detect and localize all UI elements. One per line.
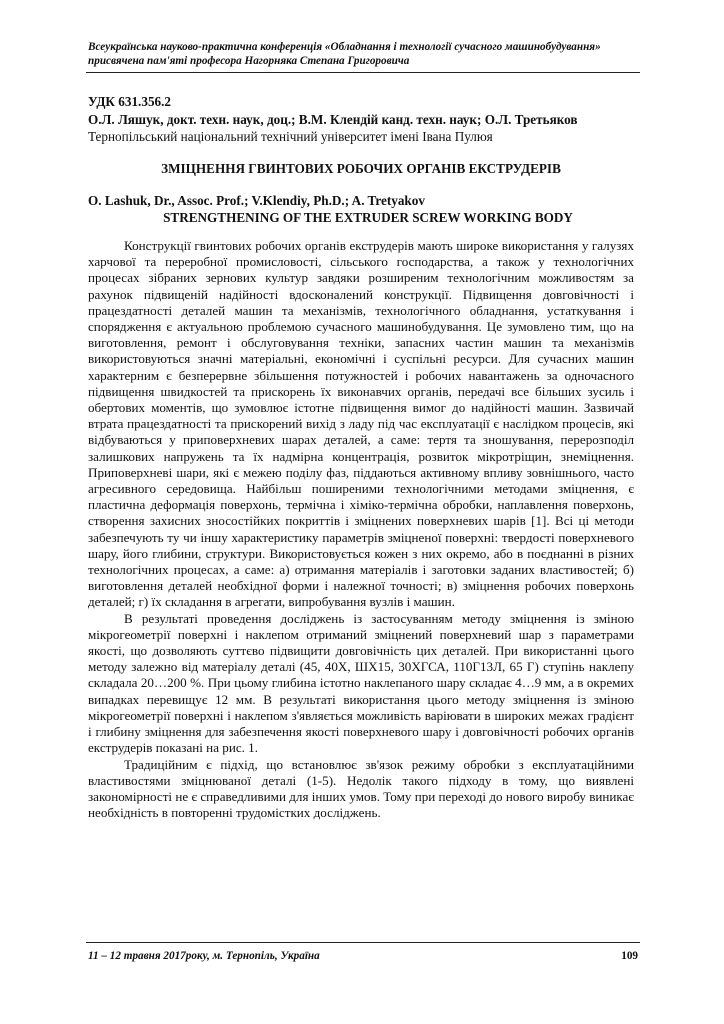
paragraph-2: В результаті проведення досліджень із застосуванням методу зміцнення із зміною мікрогеометрії поверхні і наклепом отриманий зміцнений поверхневий шар з параметрами якості, що дозволяють суттєво підвищити довговічність цих деталей. При використанні цього методу залежно від матеріалу деталі (45, 40Х, ШХ15, 30ХГСА, 110Г13Л, 65 Г) ступінь наклепу складала 20…200 %. При цьому глибина істотно наклепаного шару складає 4…9 мм, а в окремих випадках перевищує 12 мм. В результаті використання цього методу зміцнення із зміною мікрогеометрії поверхні і наклепом з'являється можливість варіювати в широких межах градієнт і глибину зміцнення для забезпечення якості поверхневого шару і довговічності робочих органів екструдерів показані на рис. 1. (88, 610, 634, 756)
header-line-2: присвячена пам'яті професора Нагорняка Степана Григоровича (88, 55, 410, 67)
affiliation: Тернопільський національний технічний університет імені Івана Пулюя (88, 129, 493, 144)
authors-english: O. Lashuk, Dr., Assoc. Prof.; V.Klendiy, Ph.D.; A. Tretyakov (88, 193, 425, 208)
page-number: 109 (621, 950, 638, 962)
header-divider (86, 72, 640, 73)
udc-code: УДК 631.356.2 (88, 94, 172, 109)
running-header (88, 40, 648, 68)
footer-conference-date: 11 – 12 травня 2017року, м. Тернопіль, Україна (88, 950, 320, 962)
article-body (88, 238, 634, 821)
title-ukrainian: ЗМІЦНЕННЯ ГВИНТОВИХ РОБОЧИХ ОРГАНІВ ЕКСТРУДЕРІВ (161, 161, 561, 176)
header-line-1: Всеукраїнська науково-практична конференція «Обладнання і технології сучасного машинобудування» (88, 41, 601, 53)
paragraph-1: Конструкції гвинтових робочих органів екструдерів мають широке використання у галузях харчової та переробної промисловості, сільського господарства, а також у технологічних процесах зібраних зернових культур завдяки розширеним технологічним можливостям за рахунок підвищеній надійності вдосконалений конструкції. Підвищення довговічності і працездатності деталей машин та механізмів, технологічного обладнання, устаткування і спорядження є актуальною проблемою сучасного машинобудування. Це зумовлено тим, що на виготовлення, ремонт і обслуговування техніки, запасних частин машин та механізмів використовуються значні матеріальні, економічні і суспільні ресурси. Для сучасних машин характерним є безперервне збільшення потужностей і робочих навантажень за одночасного підвищення швидкостей та прискорень їх виконавчих органів, передачі все більших зусиль і обертових моментів, що зумовлює істотне підвищення вимог до надійності машин. Зазвичай втрата працездатності та прискорений вихід з ладу під час експлуатації є наслідком процесів, які відбуваються у приповерхневих шарах деталей, а саме: тертя та зношування, перерозподіл залишкових напружень та їх надмірна концентрація, розвиток мікротріщин, знеміцнення. Приповерхневі шари, які є межею поділу фаз, піддаються активному впливу зовнішнього, часто агресивного середовища. Найбільш поширеними технологічними методами зміцнення, є пластична деформація поверхонь, термічна і хіміко-термічна обробки, наплавлення поверхонь, створення захисних зносостійких покриттів і зміцнених поверхневих шарів [1]. Всі ці методи забезпечують ту чи іншу характеристику параметрів зміцненої поверхні: твердості поверхневого шару, його глибини, структури. Використовується кожен з них окремо, або в поєднанні в різних технологічних процесах, а саме: а) отримання матеріалів і заготовки заданих властивостей; б) виготовлення деталей необхідної форми і належної точності; в) зміцнення робочих поверхонь деталей; г) їх складання в агрегати, випробування вузлів і машин. (88, 238, 634, 610)
authors-ukrainian: О.Л. Ляшук, докт. техн. наук, доц.; В.М. Клендій канд. техн. наук; О.Л. Третьяков (88, 112, 578, 127)
title-english: STRENGTHENING OF THE EXTRUDER SCREW WORKING BODY (163, 210, 573, 225)
footer-divider (86, 942, 640, 943)
paragraph-3: Традиційним є підхід, що встановлює зв'язок режиму обробки з експлуатаційними властивостями зміцнюваної деталі (1-5). Недолік такого підходу в тому, що виявлені закономірності не є справедливими для інших умов. Тому при переході до нового виробу виникає необхідність в повторенні трудомістких досліджень. (88, 756, 634, 821)
